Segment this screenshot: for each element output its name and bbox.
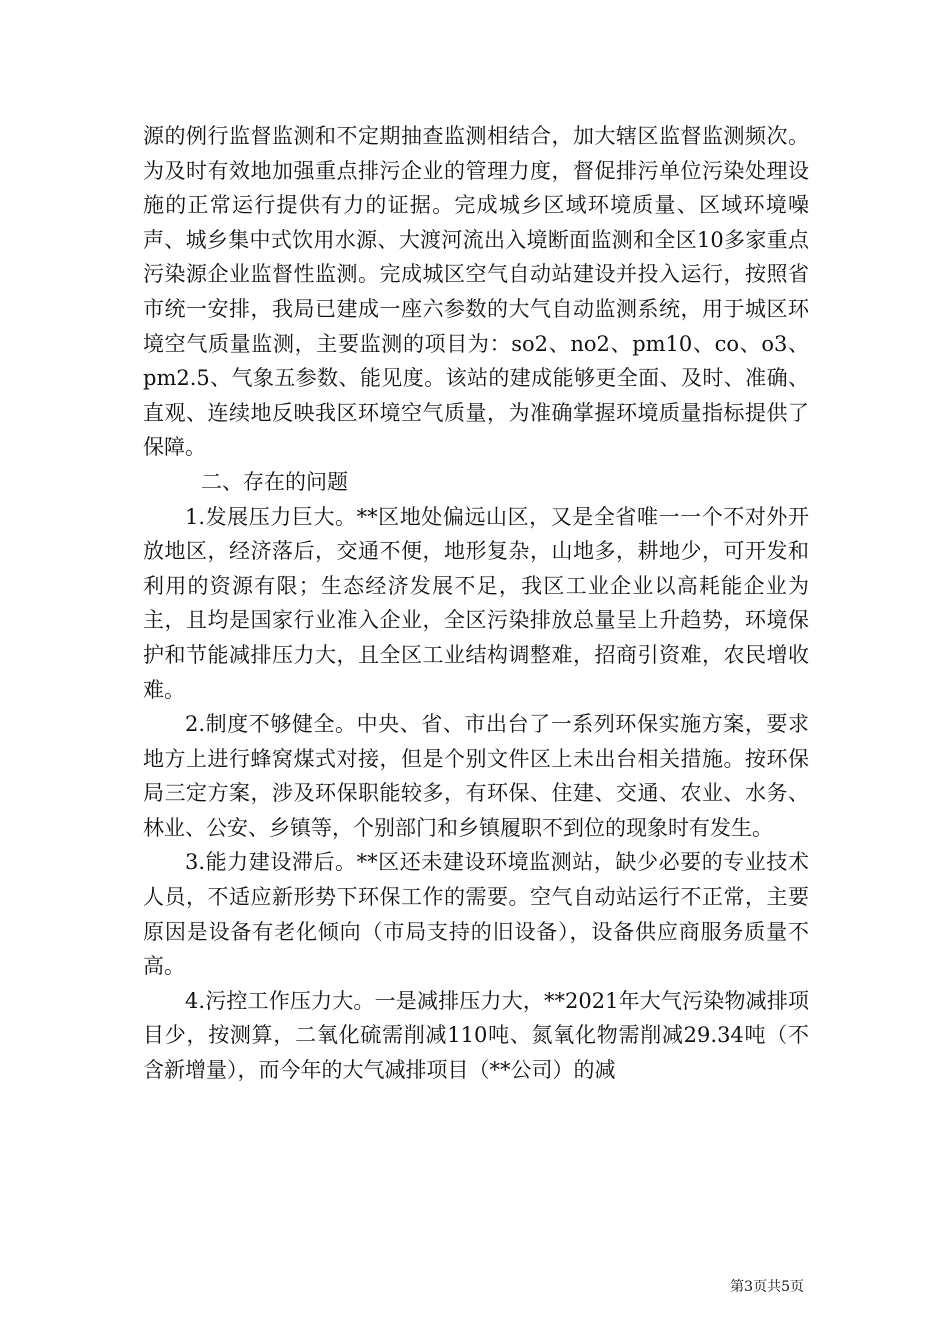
section-heading-problems: 二、存在的问题 xyxy=(201,469,348,494)
paragraph-pollution-control: 4.污控工作压力大。一是减排压力大，**2021年大气污染物减排项目少，按测算，二氧化硫需削减110吨、氮氧化物需削减29.34吨（不含新增量），而今年的大气减排项目（**公司）的减 xyxy=(143,988,809,1083)
paragraph-system-incomplete: 2.制度不够健全。中央、省、市出台了一系列环保实施方案，要求地方上进行蜂窝煤式对接，但是个别文件区上未出台相关措施。按环保局三定方案，涉及环保职能较多，有环保、住建、交通、农业、水务、林业、公安、乡镇等，个别部门和乡镇履职不到位的现象时有发生。 xyxy=(143,712,809,840)
paragraph-development-pressure: 1.发展压力巨大。**区地处偏远山区，又是全省唯一一个不对外开放地区，经济落后，交通不便，地形复杂，山地多，耕地少，可开发和利用的资源有限；生态经济发展不足，我区工业企业以高耗能企业为主，且均是国家行业准入企业，全区污染排放总量呈上升趋势，环境保护和节能减排压力大，且全区工业结构调整难，招商引资难，农民增收难。 xyxy=(143,504,809,702)
document-body xyxy=(143,119,809,1088)
page-number-footer: 第3页共5页 xyxy=(730,1279,804,1295)
paragraph-capacity-lag: 3.能力建设滞后。**区还未建设环境监测站，缺少必要的专业技术人员，不适应新形势下环保工作的需要。空气自动站运行不正常，主要原因是设备有老化倾向（市局支持的旧设备），设备供应商服务质量不高。 xyxy=(143,850,809,979)
paragraph-monitoring: 源的例行监督监测和不定期抽查监测相结合，加大辖区监督监测频次。为及时有效地加强重点排污企业的管理力度，督促排污单位污染处理设施的正常运行提供有力的证据。完成城乡区域环境质量、区域环境噪声、城乡集中式饮用水源、大渡河流出入境断面监测和全区10多家重点污染源企业监督性监测。完成城区空气自动站建设并投入运行，按照省市统一安排，我局已建成一座六参数的大气自动监测系统，用于城区环境空气质量监测，主要监测的项目为：so2、no2、pm10、co、o3、pm2.5、气象五参数、能见度。该站的建成能够更全面、及时、准确、直观、连续地反映我区环境空气质量，为准确掌握环境质量指标提供了保障。 xyxy=(143,124,809,460)
